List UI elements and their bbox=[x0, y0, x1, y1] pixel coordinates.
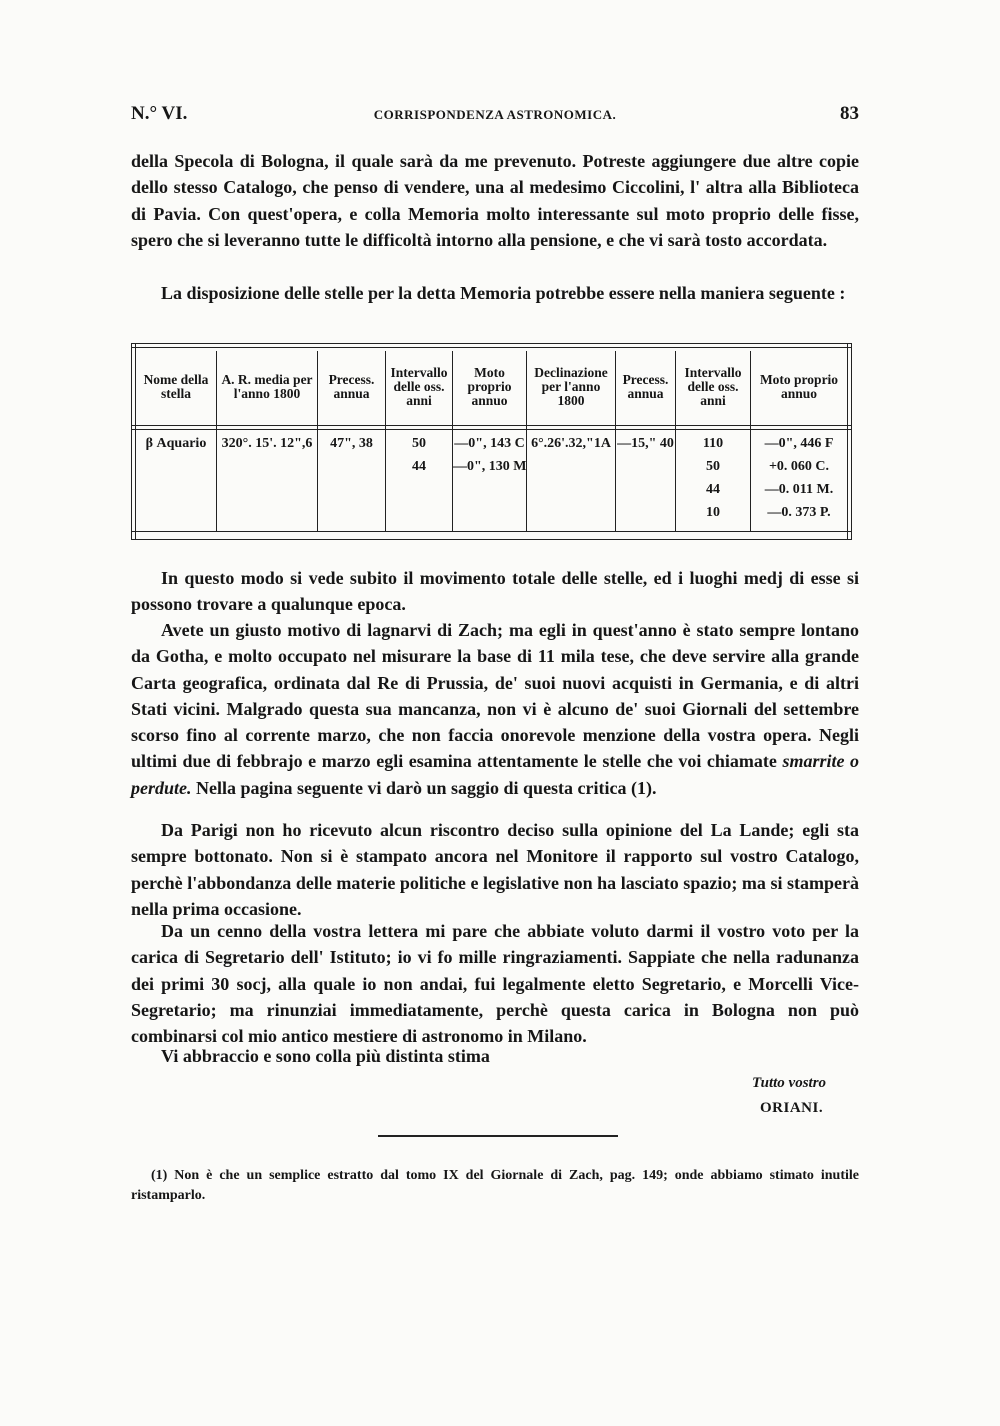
cell-interval-ar: 50 bbox=[412, 436, 426, 451]
cell-interval-decl: 110 bbox=[702, 436, 724, 451]
cell-moto-decl: —0", 446 F bbox=[764, 436, 834, 451]
table-rule-header bbox=[131, 425, 852, 426]
cell-moto-ar: —0", 143 C bbox=[454, 436, 525, 451]
cell-moto-decl: +0. 060 C. bbox=[768, 459, 830, 474]
page-number: 83 bbox=[840, 103, 859, 124]
header-moto-decl: Moto proprio annuo bbox=[759, 372, 839, 401]
paragraph-1: della Specola di Bologna, il quale sarà da me prevenuto. Potreste aggiungere due altre copie dello stesso Catalogo, che penso di vendere, una al medesimo Ciccolini, l' altra alla Biblioteca di Pavia. Con quest'opera, e colla Memoria molto interessante sul moto proprio delle fisse, spero che si leveranno tutte le difficoltà intorno alla pensione, e che vi sarà tosto accordata. bbox=[131, 151, 859, 250]
paragraph-2-text: La disposizione delle stelle per la detta Memoria potrebbe essere nella maniera seguente : bbox=[161, 283, 846, 303]
paragraph-4-italic: smarrite o perdute. bbox=[131, 751, 860, 798]
signature-closing: Tutto vostro bbox=[752, 1075, 827, 1091]
cell-ar: 320°. 15'. 12",6 bbox=[221, 436, 313, 451]
paragraph-4 bbox=[131, 617, 859, 801]
table-rule-bottom bbox=[131, 531, 852, 532]
header-moto-ar: Moto proprio annuo bbox=[467, 365, 512, 408]
paragraph-2 bbox=[131, 280, 859, 306]
header-interval-ar: Intervallo delle oss. anni bbox=[390, 365, 448, 408]
cell-moto-decl: —0. 373 P. bbox=[767, 505, 831, 520]
section-number: N.° VI. bbox=[131, 103, 188, 124]
header-ar: A. R. media per l'anno 1800 bbox=[221, 372, 313, 401]
cell-interval-decl: 44 bbox=[706, 482, 720, 497]
header-star-name: Nome della stella bbox=[143, 372, 209, 401]
cell-interval-decl: 50 bbox=[706, 459, 720, 474]
paragraph-5 bbox=[131, 817, 859, 922]
paragraph-4-text: Avete un giusto motivo di lagnarvi di Zach; ma egli in quest'anno è stato sempre lontano da Gotha, e molto occupato nel misurare la base di 11 mila tese, che deve servire alla grande Carta geografica, ordinata dal Re di Prussia, de' suoi nuovi acquisti in Germania, e di altri Stati vicini. Malgrado questa sua mancanza, non vi è alcuno de' suoi Giornali del settembre scorso fino al corrente marzo, che non faccia onorevole menzione della vostra opera. Negli ultimi due di febbrajo e marzo egli esamina attentamente le stelle che voi chiamate bbox=[131, 620, 859, 772]
cell-star-name: β Aquario bbox=[145, 436, 207, 451]
footnote bbox=[131, 1166, 859, 1206]
paragraph-3-text: In questo modo si vede subito il movimento totale delle stelle, ed i luoghi medj di esse si possono trovare a qualunque epoca. bbox=[131, 568, 859, 615]
table-rule-top bbox=[131, 347, 852, 348]
paragraph-7-text: Vi abbraccio e sono colla più distinta stima bbox=[161, 1046, 490, 1066]
header-interval-decl: Intervallo delle oss. anni bbox=[684, 365, 742, 408]
page-header bbox=[131, 103, 859, 129]
header-precess-ar: Precess. annua bbox=[328, 372, 375, 401]
cell-moto-ar: —0", 130 M bbox=[453, 459, 527, 474]
paragraph-6 bbox=[131, 918, 859, 1049]
table-rule-header-2 bbox=[131, 429, 852, 430]
cell-precess-ar: 47", 38 bbox=[330, 436, 373, 451]
paragraph-4-end: Nella pagina seguente vi darò un saggio di questa critica (1). bbox=[196, 777, 657, 798]
footnote-text: (1) Non è che un semplice estratto dal tomo IX del Giornale di Zach, pag. 149; onde abbiamo stimato inutile ristamparlo. bbox=[131, 1168, 859, 1203]
paragraph-6-text: Da un cenno della vostra lettera mi pare che abbiate voluto darmi il vostro voto per la carica di Segretario dell' Istituto; io vi fo mille ringraziamenti. Sappiate che nella radunanza dei primi 30 socj, alla quale io non andai, fui legalmente eletto Segretario, e Morcelli Vice-Segretario; ma rinunziai immediatamente, perchè questa carica in Bologna non può combinarsi col mio antico mestiere di astronomo in Milano. bbox=[131, 921, 859, 1047]
star-table bbox=[131, 343, 852, 540]
running-title: CORRISPONDENZA ASTRONOMICA. bbox=[373, 107, 617, 122]
cell-declination: 6°.26'.32,"1A bbox=[531, 436, 611, 451]
paragraph-7 bbox=[131, 1043, 859, 1069]
cell-interval-decl: 10 bbox=[706, 505, 720, 520]
paragraph-5-text: Da Parigi non ho ricevuto alcun riscontro deciso sulla opinione del La Lande; egli sta sempre bottonato. Non si è stampato ancora nel Monitore il rapporto sul vostro Catalogo, perchè l'abbondanza delle materie politiche e legislative non ha lasciato spazio; ma si stamperà nella prima occasione. bbox=[131, 820, 859, 919]
cell-moto-decl: —0. 011 M. bbox=[764, 482, 834, 497]
cell-interval-ar: 44 bbox=[412, 459, 426, 474]
header-precess-decl: Precess. annua bbox=[622, 372, 669, 401]
signature-name: ORIANI. bbox=[760, 1100, 824, 1116]
footnote-separator bbox=[378, 1135, 618, 1137]
table-rule-right bbox=[847, 343, 848, 540]
header-declination: Declinazione per l'anno 1800 bbox=[534, 365, 608, 408]
cell-precess-decl: —15," 40 bbox=[617, 436, 674, 451]
paragraph-3 bbox=[131, 565, 859, 618]
